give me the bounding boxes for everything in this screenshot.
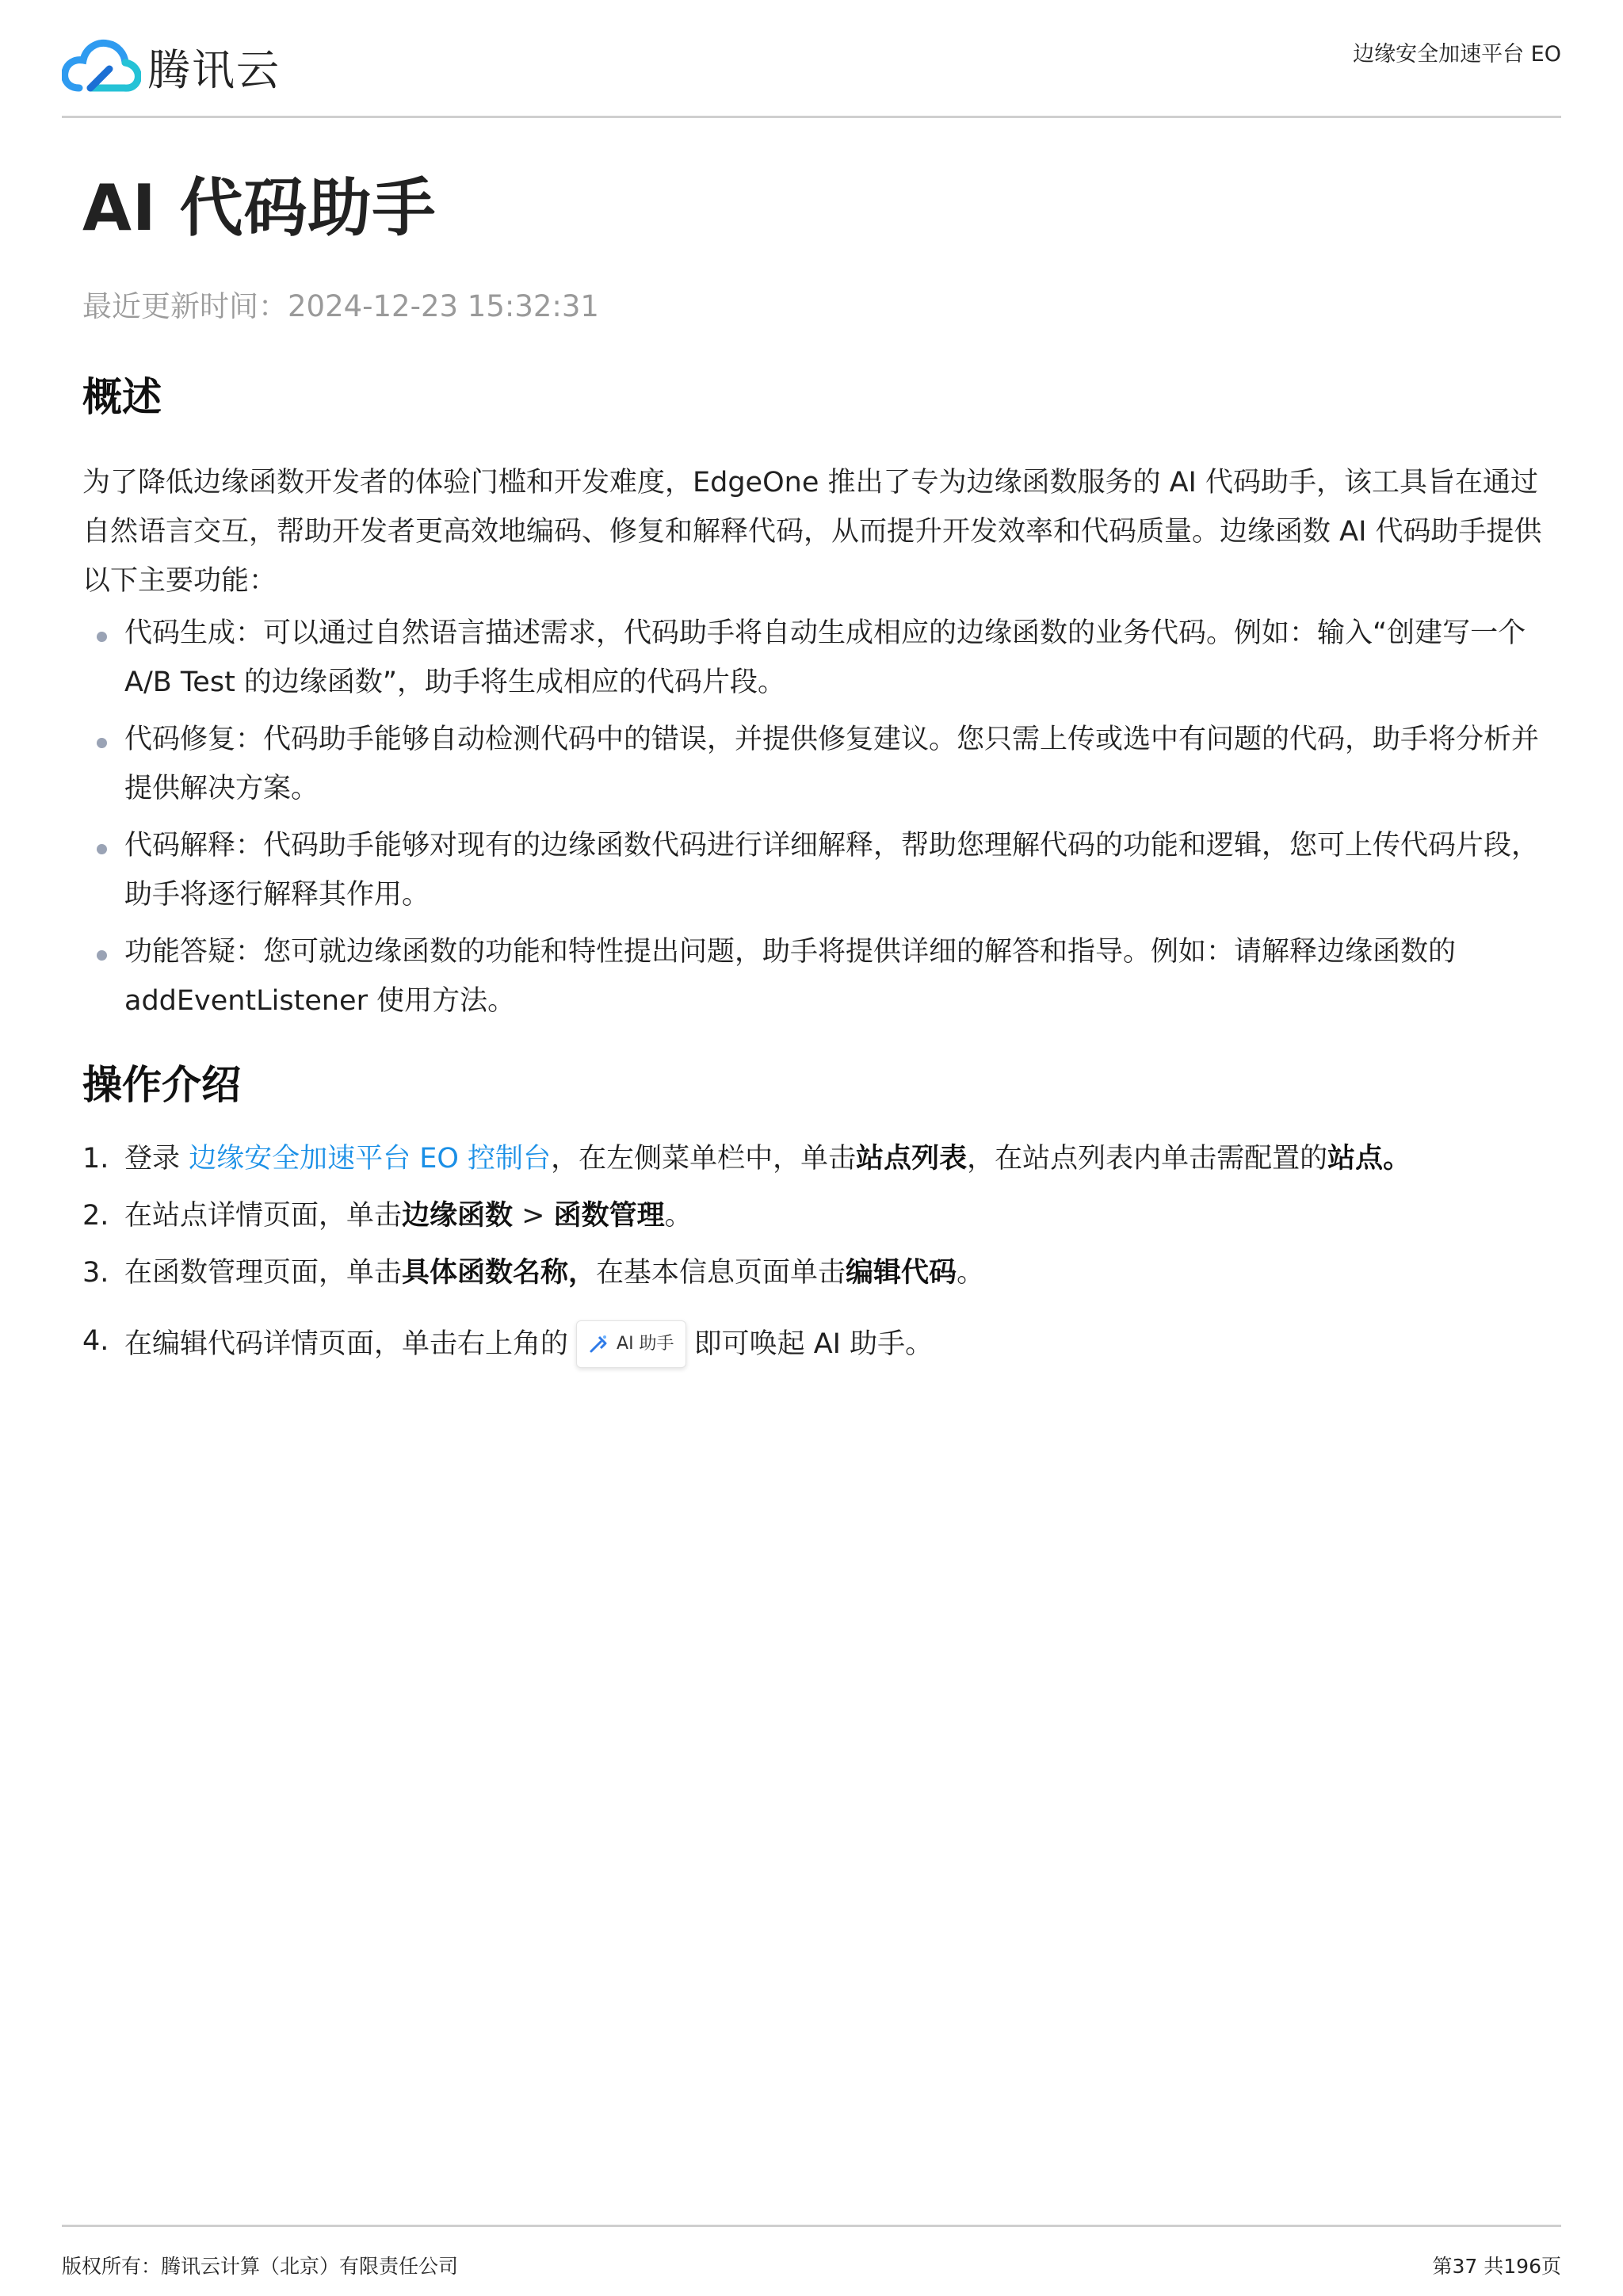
copyright: 版权所有：腾讯云计算（北京）有限责任公司 xyxy=(62,2255,459,2278)
edit-code-label: 编辑代码 xyxy=(846,1257,957,1289)
console-link[interactable]: 边缘安全加速平台 EO 控制台 xyxy=(189,1143,552,1175)
page-title: AI 代码助手 xyxy=(82,171,437,245)
step-number: 2. xyxy=(82,1200,109,1232)
list-item: 功能答疑：您可就边缘函数的功能和特性提出问题，助手将提供详细的解答和指导。例如：请解释边缘函数的 addEventListener 使用方法。 xyxy=(82,927,1556,1026)
ai-assistant-label: AI 助手 xyxy=(617,1334,674,1354)
article xyxy=(82,162,1556,1384)
product-name: 边缘安全加速平台 EO xyxy=(1353,42,1561,67)
brand-name: 腾讯云 xyxy=(147,44,281,95)
edge-function-label: 边缘函数 xyxy=(402,1200,514,1232)
operations-heading: 操作介绍 xyxy=(82,1062,241,1108)
site-list-label: 站点列表 xyxy=(856,1143,968,1175)
overview-heading: 概述 xyxy=(82,374,162,420)
list-item: 代码修复：代码助手能够自动检测代码中的错误，并提供修复建议。您只需上传或选中有问题的代码，助手将分析并提供解决方案。 xyxy=(82,715,1556,813)
step-number: 3. xyxy=(82,1257,109,1289)
list-item: 代码生成：可以通过自然语言描述需求，代码助手将自动生成相应的边缘函数的业务代码。例如：输入“创建写一个 A/B Test 的边缘函数”，助手将生成相应的代码片段。 xyxy=(82,609,1556,707)
page-footer xyxy=(62,2225,1561,2278)
overview-intro: 为了降低边缘函数开发者的体验门槛和开发难度，EdgeOne 推出了专为边缘函数服务的 AI 代码助手，该工具旨在通过自然语言交互，帮助开发者更高效地编码、修复和解释代码，从而提升开发效率和代码质量。边缘函数 AI 代码助手提供以下主要功能： xyxy=(82,467,1542,597)
site-label: 站点。 xyxy=(1327,1143,1411,1175)
cloud-logo-icon xyxy=(62,37,141,96)
steps-list xyxy=(82,1138,1556,1368)
list-item: 代码解释：代码助手能够对现有的边缘函数代码进行详细解释，帮助您理解代码的功能和逻辑，您可上传代码片段，助手将逐行解释其作用。 xyxy=(82,821,1556,919)
ai-wand-icon xyxy=(588,1334,609,1354)
brand-logo xyxy=(62,35,281,98)
page-number: 第37 共196页 xyxy=(1432,2255,1561,2278)
step-1 xyxy=(82,1138,1556,1179)
step-text: 登录 边缘安全加速平台 EO 控制台，在左侧菜单栏中，单击站点列表，在站点列表内单击需配置的站点。 xyxy=(124,1143,1411,1175)
step-text: 在函数管理页面，单击具体函数名称，在基本信息页面单击编辑代码。 xyxy=(124,1257,985,1289)
step-2 xyxy=(82,1195,1556,1236)
step-number: 4. xyxy=(82,1325,109,1357)
step-text: 在站点详情页面，单击边缘函数 > 函数管理。 xyxy=(124,1200,693,1232)
ai-assistant-button[interactable] xyxy=(576,1320,686,1368)
step-3 xyxy=(82,1252,1556,1293)
last-updated: 最近更新时间：2024-12-23 15:32:31 xyxy=(82,289,599,323)
function-management-label: 函数管理 xyxy=(553,1200,665,1232)
step-number: 1. xyxy=(82,1143,109,1175)
function-name-label: 具体函数名称， xyxy=(402,1257,597,1289)
step-4: 4. 在编辑代码详情页面，单击右上角的 AI 助手 即可唤起 AI 助手。 xyxy=(82,1320,1556,1368)
feature-list xyxy=(82,609,1556,1026)
page-header xyxy=(62,0,1561,118)
